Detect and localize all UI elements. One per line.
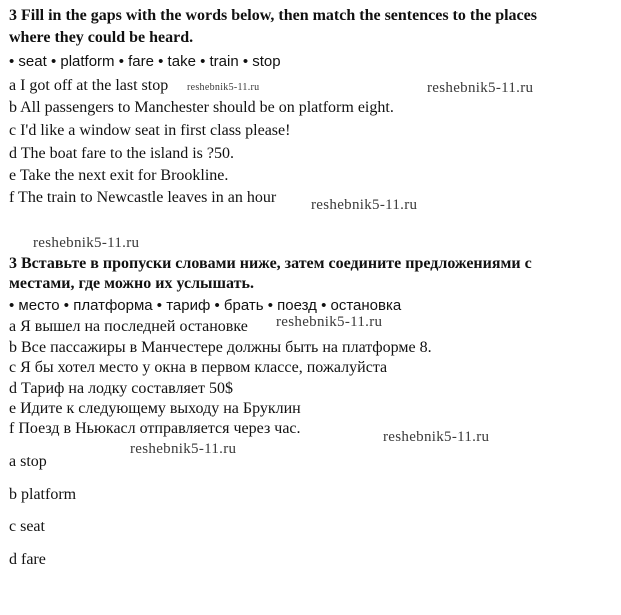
answer-b: b platform bbox=[9, 486, 77, 503]
russian-heading-line2: местами, где можно их услышать. bbox=[9, 275, 254, 292]
watermark-inline-1: reshebnik5-11.ru bbox=[187, 82, 260, 93]
english-sentence-d: d The boat fare to the island is ?50. bbox=[9, 145, 234, 162]
russian-sentence-b: b Все пассажиры в Манчестере должны быть на платформе 8. bbox=[9, 339, 432, 356]
russian-word-list: • место • платформа • тариф • брать • поезд • остановка bbox=[9, 297, 402, 314]
watermark-4: reshebnik5-11.ru bbox=[276, 314, 383, 330]
english-heading-line2: where they could be heard. bbox=[9, 29, 194, 46]
russian-heading-line1: 3 Вставьте в пропуски словами ниже, затем соедините предложениями с bbox=[9, 255, 532, 272]
watermark-1: reshebnik5-11.ru bbox=[427, 80, 534, 96]
english-sentence-a: a I got off at the last stop bbox=[9, 77, 169, 94]
russian-sentence-d: d Тариф на лодку составляет 50$ bbox=[9, 380, 233, 397]
russian-sentence-c: c Я бы хотел место у окна в первом классе, пожалуйста bbox=[9, 359, 388, 376]
english-word-list: • seat • platform • fare • take • train • stop bbox=[9, 53, 281, 70]
watermark-5: reshebnik5-11.ru bbox=[383, 429, 490, 445]
russian-sentence-a: а Я вышел на последней остановке bbox=[9, 318, 248, 335]
russian-sentence-f: f Поезд в Ньюкасл отправляется через час. bbox=[9, 420, 301, 437]
english-sentence-c: c I'd like a window seat in first class please! bbox=[9, 122, 291, 139]
russian-sentence-e: e Идите к следующему выходу на Бруклин bbox=[9, 400, 301, 417]
watermark-6: reshebnik5-11.ru bbox=[130, 441, 237, 457]
watermark-3: reshebnik5-11.ru bbox=[33, 235, 140, 251]
english-heading-line1: 3 Fill in the gaps with the words below, then match the sentences to the places bbox=[9, 7, 537, 24]
answer-c: c seat bbox=[9, 518, 45, 535]
english-sentence-b: b All passengers to Manchester should be on platform eight. bbox=[9, 99, 394, 116]
answer-a: a stop bbox=[9, 453, 47, 470]
answer-d: d fare bbox=[9, 551, 46, 568]
watermark-2: reshebnik5-11.ru bbox=[311, 197, 418, 213]
english-sentence-f: f The train to Newcastle leaves in an hour bbox=[9, 189, 277, 206]
english-sentence-e: e Take the next exit for Brookline. bbox=[9, 167, 229, 184]
